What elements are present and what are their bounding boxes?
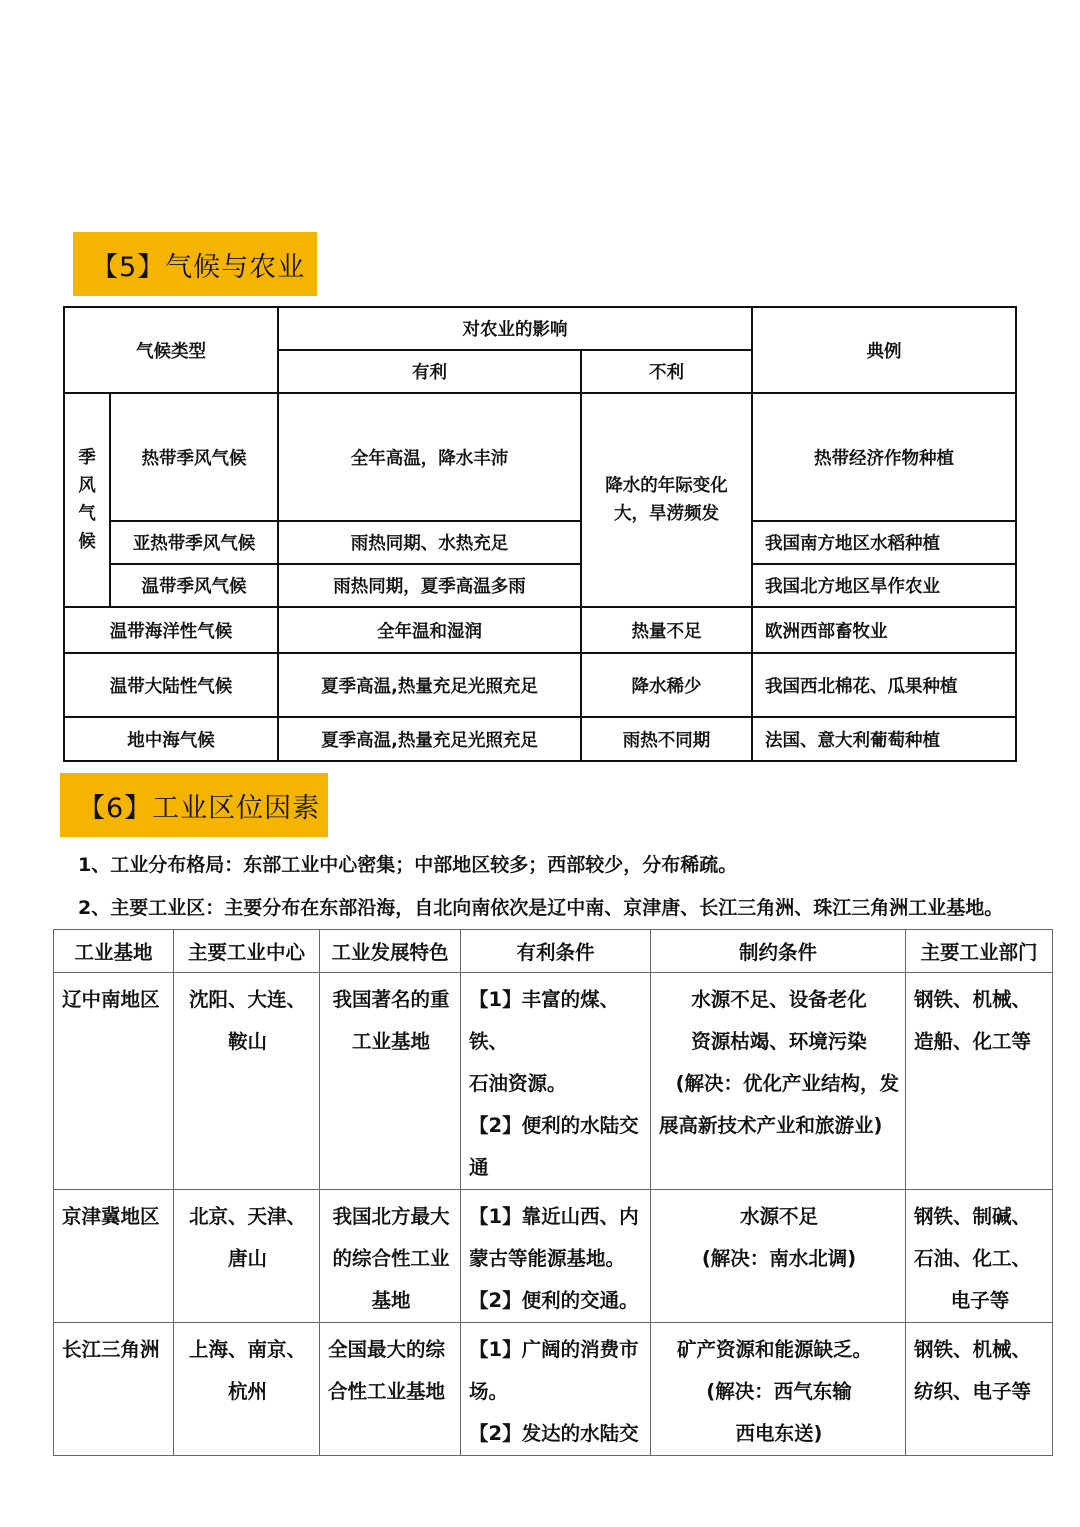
climate-cell: 温带季风气候 [110,564,278,607]
column-header: 主要工业中心 [174,930,320,973]
header-climate-type: 气候类型 [64,307,278,393]
cell-line: 工业基地 [351,1030,430,1053]
cell-line: 通 [469,1156,489,1179]
favorable-cell: 全年温和湿润 [278,607,581,653]
cell-line: 的综合性工业 [332,1247,450,1270]
favorable-cell: 夏季高温,热量充足光照充足 [278,653,581,717]
cell-line: 【2】便利的水陆交 [469,1114,639,1137]
cell-line: 合性工业基地 [328,1380,446,1403]
cell-line: 钢铁、制碱、 [914,1205,1032,1228]
cell-line: 【2】便利的交通。 [469,1289,639,1312]
cell-line: 【2】发达的水陆交 [469,1422,639,1445]
cell-line: 我国著名的重 [332,988,450,1011]
cell-line: 【1】靠近山西、内 [469,1205,639,1228]
sectors-cell [906,1323,1053,1456]
favorable-cell: 雨热同期，夏季高温多雨 [278,564,581,607]
section-6-title: 【6】工业区位因素 [78,792,321,824]
climate-agriculture-table [63,306,1017,762]
cell-line: 基地 [371,1289,411,1312]
cell-line: 【1】广阔的消费市 [469,1338,639,1361]
monsoon-unfavorable-line: 降水的年际变化 [605,476,728,496]
cell-line: 展高新技术产业和旅游业) [659,1114,883,1137]
cell-line: 北京、天津、 [188,1205,306,1228]
climate-cell: 温带海洋性气候 [64,607,278,653]
example-cell: 我国西北棉花、瓜果种植 [752,653,1016,717]
example-cell: 我国北方地区旱作农业 [752,564,1016,607]
cell-line: 钢铁、机械、 [914,1338,1032,1361]
constraints-cell [651,1190,906,1323]
unfavorable-cell: 热量不足 [581,607,752,653]
cell-line: 杭州 [227,1380,267,1403]
section-5-title: 【5】气候与农业 [91,251,306,283]
centers-cell [174,1323,320,1456]
base-cell: 辽中南地区 [54,973,174,1190]
industrial-regions-table [53,929,1053,1456]
cell-line: (解决：南水北调) [701,1247,857,1270]
section-6-heading [60,773,328,837]
cell-line: (解决：优化产业结构，发 [675,1072,899,1095]
centers-cell [174,973,320,1190]
monsoon-char: 候 [78,532,96,552]
cell-line: 沈阳、大连、 [188,988,306,1011]
column-header: 工业发展特色 [320,930,461,973]
base-cell: 京津冀地区 [54,1190,174,1323]
cell-line: 石油资源。 [469,1072,567,1095]
monsoon-group-label [64,393,110,607]
monsoon-unfavorable-cell [581,393,752,607]
note-distribution: 1、工业分布格局：东部工业中心密集；中部地区较多；西部较少，分布稀疏。 [78,854,738,876]
climate-cell: 亚热带季风气候 [110,521,278,564]
advantages-cell [461,1190,651,1323]
table-row [54,1323,1053,1456]
example-cell: 法国、意大利葡萄种植 [752,717,1016,761]
column-header: 工业基地 [54,930,174,973]
example-cell: 欧洲西部畜牧业 [752,607,1016,653]
constraints-cell [651,973,906,1190]
cell-line: 水源不足 [739,1205,818,1228]
section-5-heading [73,232,317,296]
favorable-cell: 雨热同期、水热充足 [278,521,581,564]
climate-cell: 热带季风气候 [110,393,278,521]
climate-cell: 温带大陆性气候 [64,653,278,717]
features-cell [320,1190,461,1323]
column-header: 主要工业部门 [906,930,1053,973]
cell-line: 我国北方最大 [332,1205,450,1228]
cell-line: 蒙古等能源基地。 [469,1247,626,1270]
constraints-cell [651,1323,906,1456]
cell-line: 钢铁、机械、 [914,988,1032,1011]
monsoon-char: 气 [78,504,96,524]
favorable-cell: 夏季高温,热量充足光照充足 [278,717,581,761]
monsoon-unfavorable-line: 大，旱涝频发 [614,504,719,524]
cell-line: 纺织、电子等 [914,1380,1032,1403]
monsoon-char: 风 [78,476,96,496]
sectors-cell [906,1190,1053,1323]
cell-line: 场。 [469,1380,509,1403]
header-unfavorable: 不利 [581,350,752,393]
cell-line: 西电东送) [735,1422,823,1445]
cell-line: 水源不足、设备老化 [691,988,867,1011]
cell-line: 【1】丰富的煤、铁、 [469,988,620,1053]
favorable-cell: 全年高温，降水丰沛 [278,393,581,521]
cell-line: 唐山 [227,1247,267,1270]
features-cell [320,973,461,1190]
table-row [54,1190,1053,1323]
cell-line: 矿产资源和能源缺乏。 [677,1338,873,1361]
column-header: 制约条件 [651,930,906,973]
cell-line: 上海、南京、 [188,1338,306,1361]
cell-line: 资源枯竭、环境污染 [691,1030,867,1053]
cell-line: 鞍山 [227,1030,267,1053]
unfavorable-cell: 雨热不同期 [581,717,752,761]
cell-line: 全国最大的综 [328,1338,446,1361]
column-header: 有利条件 [461,930,651,973]
cell-line: 造船、化工等 [914,1030,1032,1053]
header-impact: 对农业的影响 [278,307,752,350]
header-example: 典例 [752,307,1016,393]
climate-cell: 地中海气候 [64,717,278,761]
note-main-regions: 2、主要工业区：主要分布在东部沿海，自北向南依次是辽中南、京津唐、长江三角洲、珠江三角洲工业基地。 [78,897,1004,919]
base-cell: 长江三角洲 [54,1323,174,1456]
header-favorable: 有利 [278,350,581,393]
cell-line: (解决：西气东输 [706,1380,852,1403]
advantages-cell [461,1323,651,1456]
example-cell: 我国南方地区水稻种植 [752,521,1016,564]
monsoon-char: 季 [78,448,96,468]
table-row [54,973,1053,1190]
cell-line: 石油、化工、 [914,1247,1032,1270]
cell-line: 电子等 [950,1289,1010,1312]
advantages-cell [461,973,651,1190]
centers-cell [174,1190,320,1323]
features-cell [320,1323,461,1456]
sectors-cell [906,973,1053,1190]
unfavorable-cell: 降水稀少 [581,653,752,717]
example-cell: 热带经济作物种植 [752,393,1016,521]
